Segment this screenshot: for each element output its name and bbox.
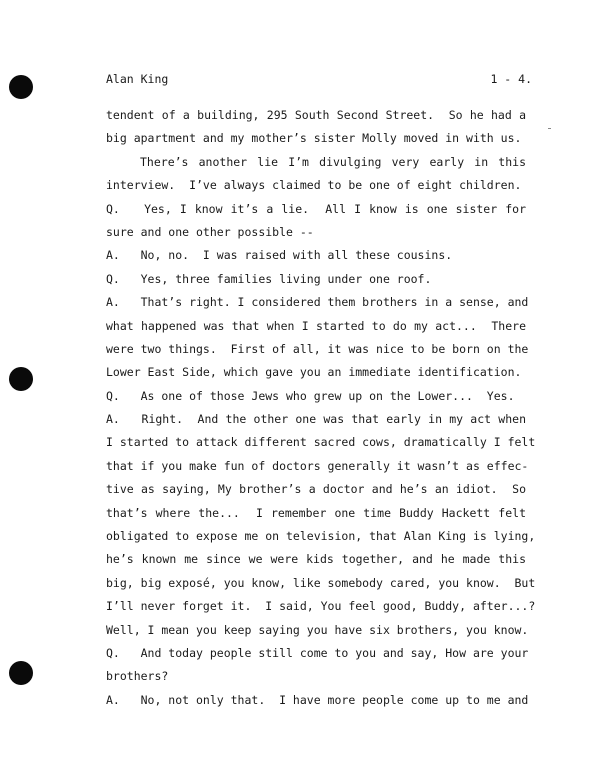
transcript-line: A. Right. And the other one was that early in my act when	[106, 412, 526, 427]
page-number: 1 - 4.	[490, 72, 532, 86]
page-header	[106, 72, 532, 92]
transcript-line: big apartment and my mother’s sister Molly moved in with us.	[106, 131, 522, 146]
binder-hole-bottom	[9, 661, 33, 685]
transcript-line: that’s where the... I remember one time Buddy Hackett felt	[106, 505, 526, 520]
transcript-line: interview. I’ve always claimed to be one of eight children.	[106, 178, 522, 193]
transcript-line: Q. Yes, I know it’s a lie. All I know is one sister for	[106, 201, 526, 216]
transcript-line: Q. As one of those Jews who grew up on the Lower... Yes.	[106, 388, 515, 403]
transcript-line: he’s known me since we were kids together, and he made this	[106, 552, 526, 567]
binder-hole-top	[9, 75, 33, 99]
transcript-line: were two things. First of all, it was nice to be born on the	[106, 341, 529, 356]
transcript-line: A. That’s right. I considered them brothers in a sense, and	[106, 295, 529, 310]
transcript-line: brothers?	[106, 669, 169, 684]
transcript-line: what happened was that when I started to do my act... There	[106, 318, 526, 333]
transcript-line: A. No, no. I was raised with all these cousins.	[106, 248, 453, 263]
transcript-line: tive as saying, My brother’s a doctor and he’s an idiot. So	[106, 482, 526, 497]
transcript-line: that if you make fun of doctors generally it wasn’t as effec-	[106, 458, 529, 473]
transcript-line: A. No, not only that. I have more people come up to me and	[106, 692, 529, 707]
transcript-body	[106, 104, 536, 712]
binder-hole-middle	[9, 367, 33, 391]
transcript-line: Lower East Side, which gave you an immediate identification.	[106, 365, 522, 380]
transcript-line: tendent of a building, 295 South Second Street. So he had a	[106, 108, 526, 122]
interviewee-name: Alan King	[106, 72, 169, 86]
transcript-line: I’ll never forget it. I said, You feel good, Buddy, after...?	[106, 599, 536, 614]
stray-mark	[548, 128, 551, 129]
transcript-line: Q. Yes, three families living under one roof.	[106, 271, 432, 286]
transcript-line: Q. And today people still come to you and say, How are your	[106, 645, 529, 660]
transcript-line: Well, I mean you keep saying you have six brothers, you know.	[106, 622, 529, 637]
transcript-line: There’s another lie I’m divulging very early in this	[140, 154, 526, 169]
transcript-line: sure and one other possible --	[106, 224, 314, 239]
transcript-line: big, big exposé, you know, like somebody cared, you know. But	[106, 575, 536, 590]
transcript-line: I started to attack different sacred cows, dramatically I felt	[106, 435, 536, 450]
transcript-line: obligated to expose me on television, that Alan King is lying,	[106, 529, 536, 544]
